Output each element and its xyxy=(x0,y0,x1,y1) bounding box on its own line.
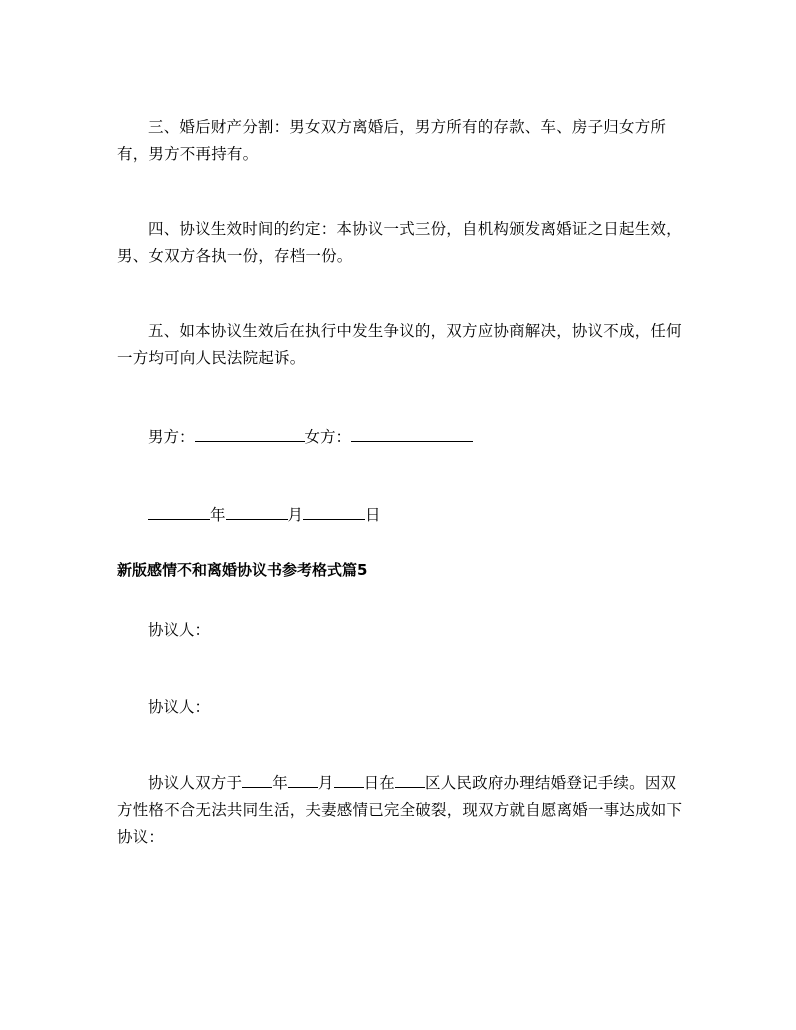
intro-paragraph xyxy=(117,770,689,851)
male-signature-blank[interactable] xyxy=(195,426,305,442)
female-signature-blank[interactable] xyxy=(351,426,473,442)
male-signature-label: 男方： xyxy=(148,428,195,446)
intro-day-in: 日在 xyxy=(363,774,396,792)
intro-month: 月 xyxy=(317,774,334,792)
section-heading: 新版感情不和离婚协议书参考格式篇5 xyxy=(117,561,368,579)
day-blank[interactable] xyxy=(303,504,365,520)
intro-part-1: 协议人双方于 xyxy=(148,774,243,792)
intro-month-blank[interactable] xyxy=(288,772,318,788)
month-blank[interactable] xyxy=(226,504,288,520)
clause-effective-date: 四、协议生效时间的约定：本协议一式三份，自机构颁发离婚证之日起生效，男、女双方各执一份，存档一份。 xyxy=(117,220,682,265)
intro-part-2: 区人民政府办理结婚登记手续。因双方性格不合无法共同生活，夫妻感情已完全破裂，现双方就自愿离婚一事达成如下协议： xyxy=(117,774,683,846)
party-1-label: 协议人： xyxy=(148,621,211,639)
female-signature-label: 女方： xyxy=(304,428,352,446)
intro-year-blank[interactable] xyxy=(242,772,272,788)
date-line xyxy=(148,503,381,527)
intro-district-blank[interactable] xyxy=(395,772,425,788)
day-label: 日 xyxy=(365,506,381,524)
signature-line xyxy=(148,425,473,449)
intro-day-blank[interactable] xyxy=(334,772,364,788)
year-label: 年 xyxy=(210,506,226,524)
year-blank[interactable] xyxy=(148,504,210,520)
intro-year: 年 xyxy=(272,774,288,792)
clause-dispute-resolution: 五、如本协议生效后在执行中发生争议的，双方应协商解决，协议不成，任何一方均可向人民法院起诉。 xyxy=(117,322,682,367)
month-label: 月 xyxy=(287,506,304,524)
party-2-label: 协议人： xyxy=(148,698,211,716)
clause-property-division: 三、婚后财产分割：男女双方离婚后，男方所有的存款、车、房子归女方所有，男方不再持有。 xyxy=(117,118,667,163)
